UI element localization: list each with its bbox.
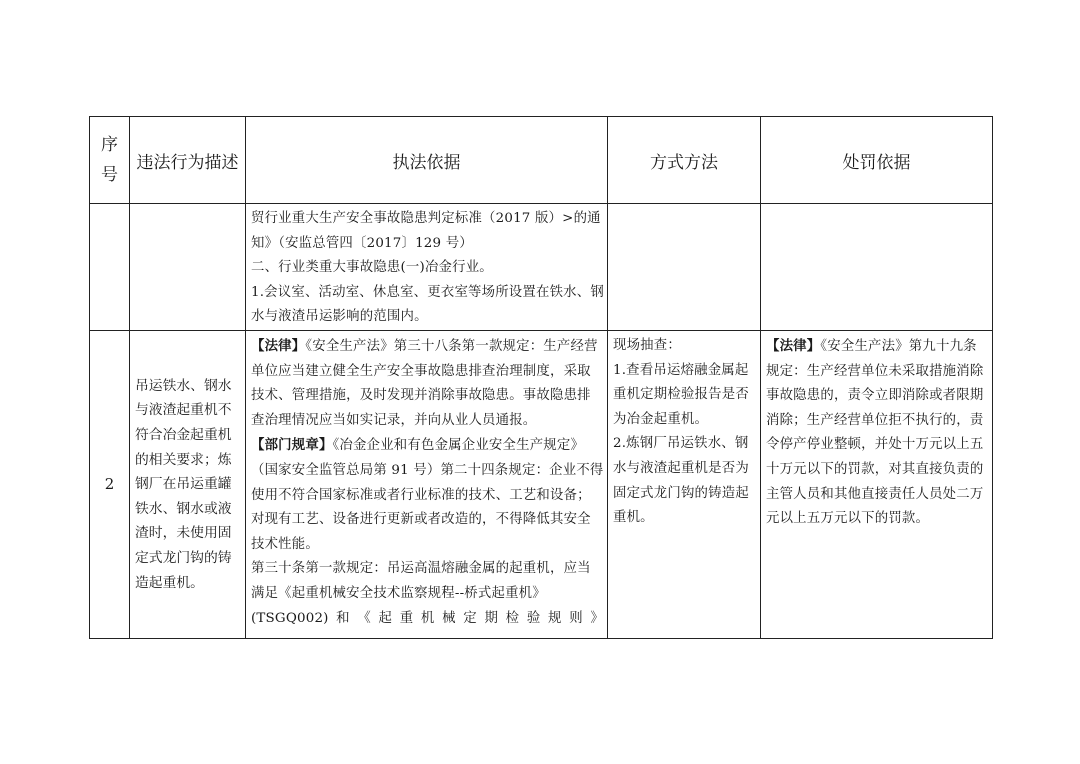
method-line: 1.查看吊运熔融金属起重机定期检验报告是否为冶金起重机。	[613, 362, 749, 427]
rule-tag: 【部门规章】	[251, 437, 333, 454]
header-violation-description: 违法行为描述	[130, 117, 246, 204]
method-line: 2.炼钢厂吊运铁水、钢水与液渣起重机是否为固定式龙门钩的铸造起重机。	[613, 436, 749, 526]
article-30-last-line: (TSGQ002)和《起重机械定期检验规则》	[251, 610, 604, 626]
row2-violation-description: 吊运铁水、钢水与液渣起重机不符合冶金起重机的相关要求；炼钢厂在吊运重罐铁水、钢水或液渣时，未使用固定式龙门钩的铸造起重机。	[130, 330, 246, 638]
row2-method-cell	[608, 330, 761, 638]
method-line: 现场抽查：	[613, 337, 681, 353]
row1-penalty-cell	[761, 204, 993, 331]
row1-basis-line: 二、行业类重大事故隐患(一)冶金行业。	[251, 260, 493, 276]
row2-basis-cell	[246, 330, 608, 638]
row1-serial-cell	[90, 204, 130, 331]
law-text: 《安全生产法》第三十八条第一款规定：生产经营单位应当建立健全生产安全事故隐患排查治理制度，采取技术、管理措施，及时发现并消除事故隐患。事故隐患排查治理情况应当如实记录，并向从业人员通报。	[251, 338, 598, 428]
penalty-law-tag: 【法律】	[766, 337, 821, 354]
header-legal-basis: 执法依据	[246, 117, 608, 204]
table-row	[90, 330, 993, 638]
row1-method-cell	[608, 204, 761, 331]
row1-basis-line: 1.会议室、活动室、休息室、更衣室等场所设置在铁水、钢水与液渣吊运影响的范围内。	[251, 284, 604, 325]
law-tag: 【法律】	[251, 337, 306, 354]
row2-serial-number: 2	[90, 330, 130, 638]
header-serial-number: 序 号	[90, 117, 130, 204]
row2-penalty-cell	[761, 330, 993, 638]
row1-basis-line: 贸行业重大生产安全事故隐患判定标准（2017 版）>的通知》（安监总管四〔2017〕129 号）	[251, 211, 601, 251]
rule-text: 《冶金企业和有色金属企业安全生产规定》（国家安全监管总局第 91 号）第二十四条规定：企业不得使用不符合国家标准或者行业标准的技术、工艺和设备；对现有工艺、设备进行更新或者改造的，不得降低其安全技术性能。	[251, 438, 604, 552]
enforcement-table	[89, 116, 993, 639]
table-row	[90, 204, 993, 331]
rule-clause	[251, 433, 604, 557]
header-penalty-basis: 处罚依据	[761, 117, 993, 204]
penalty-text: 《安全生产法》第九十九条规定：生产经营单位未采取措施消除事故隐患的，责令立即消除或者限期消除；生产经营单位拒不执行的，责令停产停业整顿，并处十万元以上五十万元以下的罚款，对其直接负责的主管人员和其他直接责任人员处二万元以上五万元以下的罚款。	[766, 338, 984, 527]
law-clause	[251, 334, 604, 433]
header-method: 方式方法	[608, 117, 761, 204]
table-header-row	[90, 117, 993, 204]
row1-basis-cell	[246, 204, 608, 331]
row1-description-cell	[130, 204, 246, 331]
article-30-text: 第三十条第一款规定：吊运高温熔融金属的起重机，应当满足《起重机械安全技术监察规程--桥式起重机》	[251, 561, 591, 601]
